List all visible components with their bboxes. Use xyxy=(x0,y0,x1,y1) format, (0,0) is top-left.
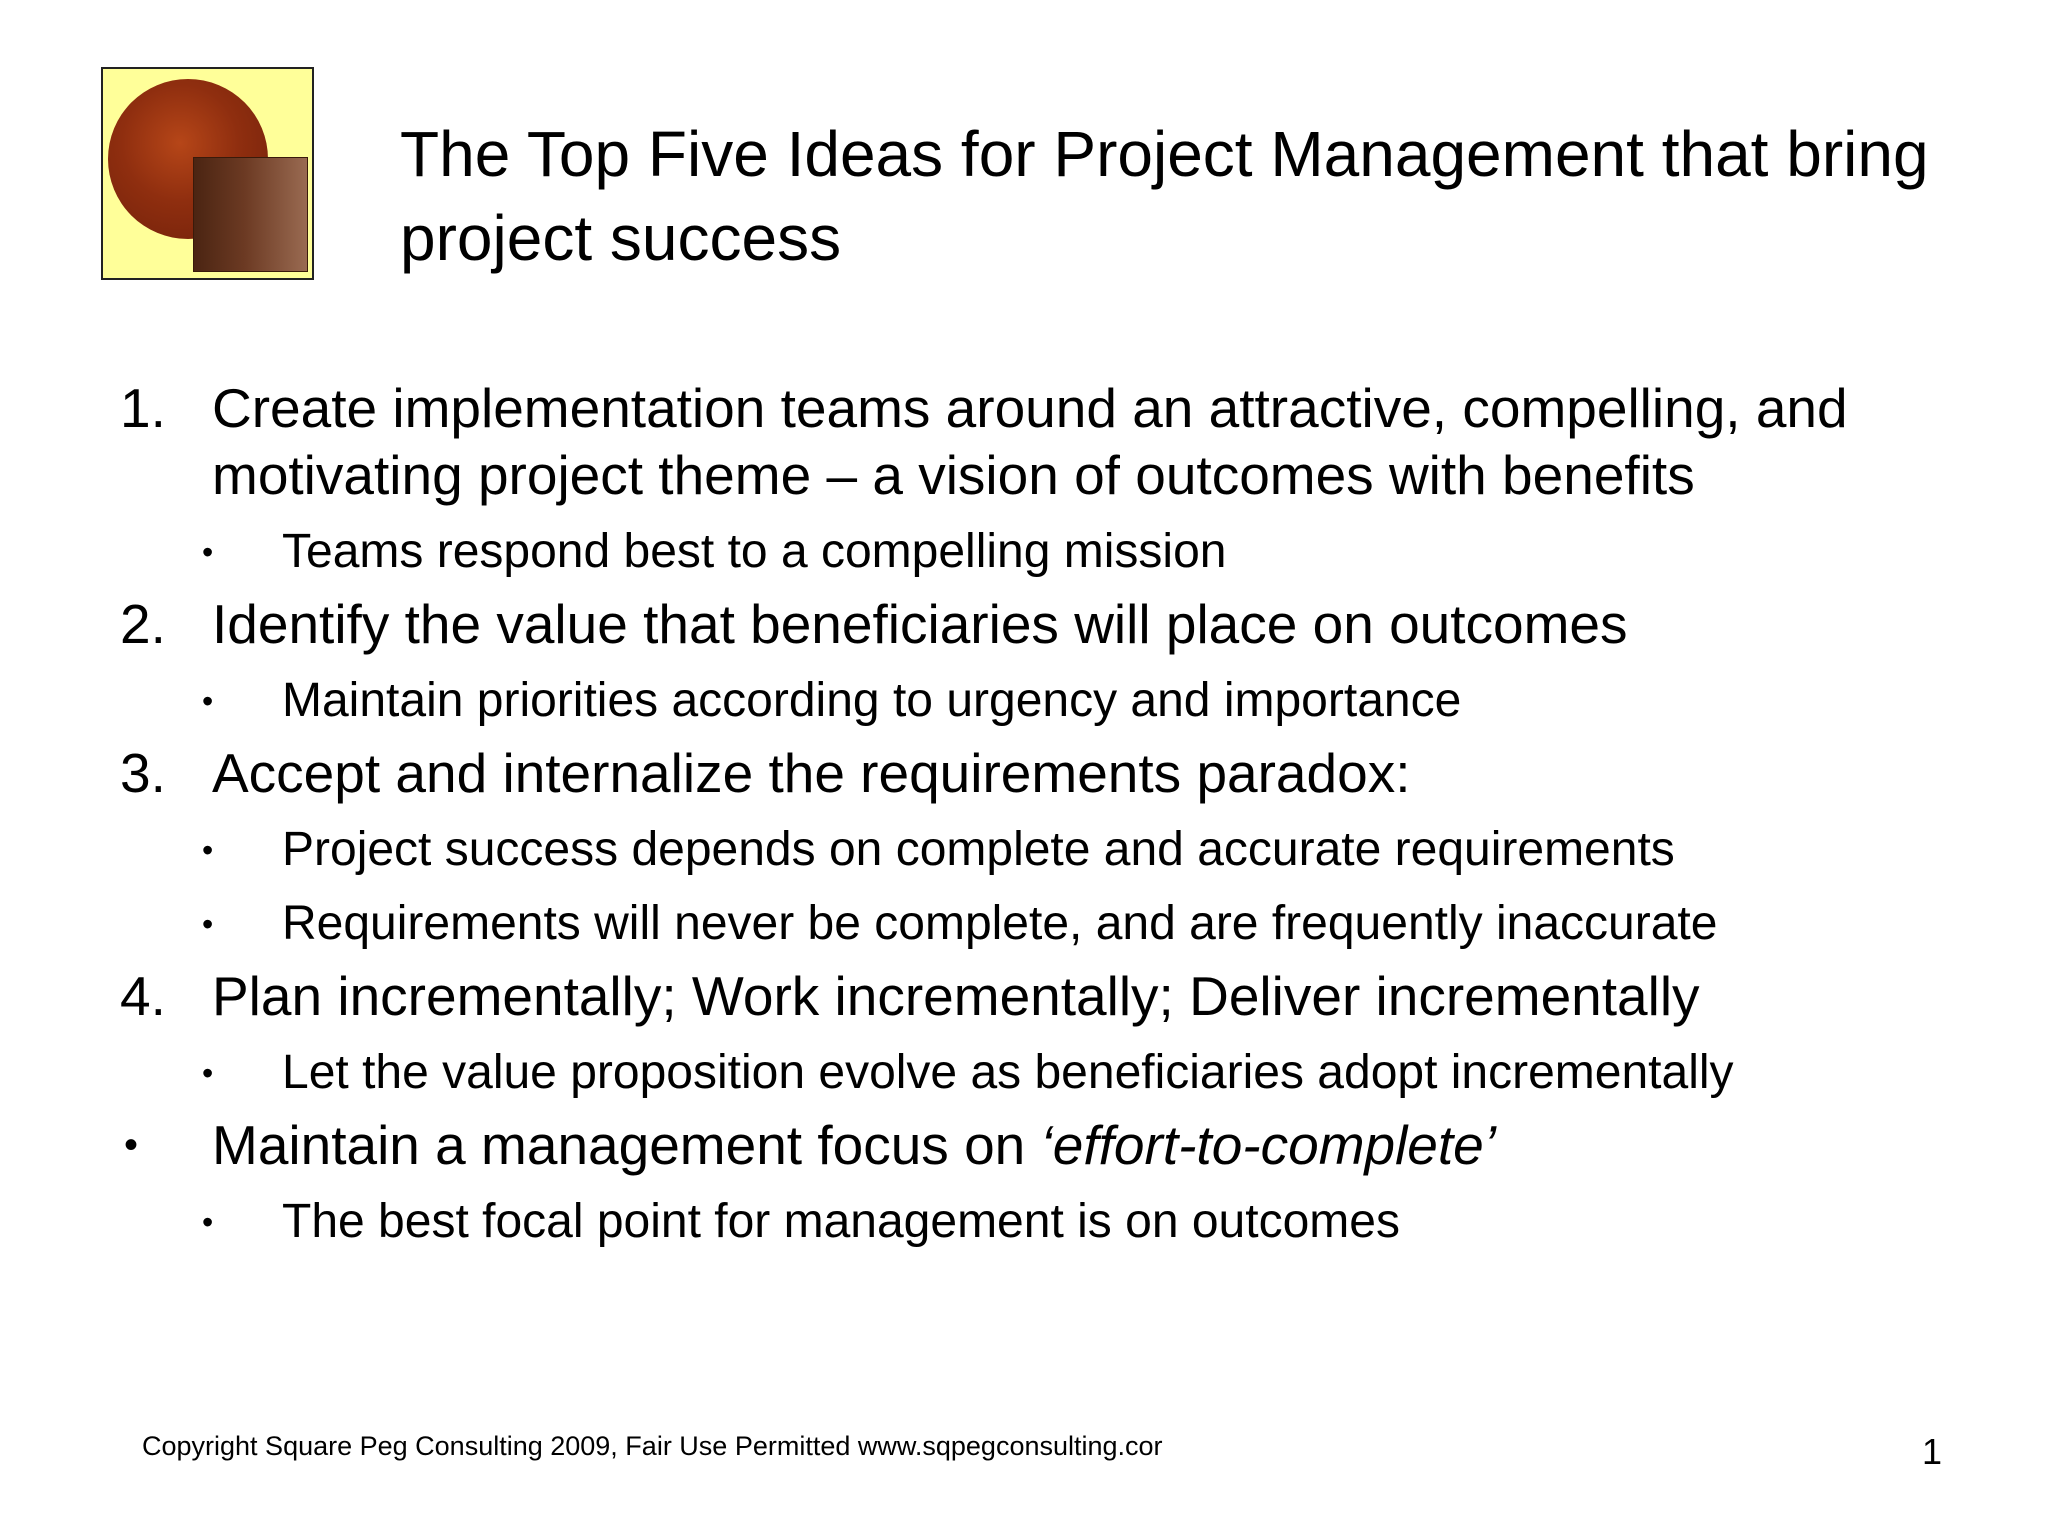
list-number: 2. xyxy=(120,593,166,655)
list-number: 4. xyxy=(120,965,166,1027)
list-item xyxy=(120,1112,1920,1179)
sub-bullet xyxy=(120,666,1920,736)
logo-square xyxy=(193,157,308,272)
list-item-text: Plan incrementally; Work incrementally; Deliver incrementally xyxy=(212,965,1700,1027)
sub-bullet-text: Teams respond best to a compelling mission xyxy=(282,525,1227,578)
list-item xyxy=(120,963,1920,1030)
bullet-icon: • xyxy=(202,683,214,719)
logo-image xyxy=(101,67,314,280)
list-item-text: Identify the value that beneficiaries will place on outcomes xyxy=(212,593,1628,655)
list-number: 1. xyxy=(120,377,166,439)
sub-bullet-text: Maintain priorities according to urgency and importance xyxy=(282,674,1462,727)
bullet-list xyxy=(120,375,1920,1261)
sub-bullet xyxy=(120,815,1920,885)
sub-bullet-text: Project success depends on complete and accurate requirements xyxy=(282,823,1675,876)
list-item-text-emphasis: ‘effort-to-complete’ xyxy=(1040,1114,1496,1176)
bullet-icon: • xyxy=(202,1055,214,1091)
sub-bullet xyxy=(120,1038,1920,1108)
list-item-text: Accept and internalize the requirements paradox: xyxy=(212,742,1411,804)
list-item-text: Create implementation teams around an attractive, compelling, and motivating project theme – a vision of outcomes with benefits xyxy=(212,377,1848,506)
slide-title: The Top Five Ideas for Project Management that bring project success xyxy=(400,118,1929,274)
bullet-icon: • xyxy=(202,832,214,868)
sub-bullet-text: Let the value proposition evolve as beneficiaries adopt incrementally xyxy=(282,1046,1734,1099)
sub-bullet-text: Requirements will never be complete, and are frequently inaccurate xyxy=(282,897,1718,950)
copyright-footer: Copyright Square Peg Consulting 2009, Fair Use Permitted www.sqpegconsulting.cor xyxy=(142,1431,1163,1461)
bullet-icon: • xyxy=(202,906,214,942)
page-number: 1 xyxy=(1922,1431,1943,1472)
list-item xyxy=(120,591,1920,658)
list-item-text xyxy=(212,1114,1496,1176)
list-number: 3. xyxy=(120,742,166,804)
sub-bullet xyxy=(120,517,1920,587)
bullet-icon: • xyxy=(202,1204,214,1240)
bullet-icon: • xyxy=(202,534,214,570)
bullet-icon: • xyxy=(124,1123,139,1167)
list-item xyxy=(120,375,1920,509)
sub-bullet xyxy=(120,889,1920,959)
sub-bullet xyxy=(120,1187,1920,1257)
list-item-text-plain: Maintain a management focus on xyxy=(212,1114,1041,1176)
list-item xyxy=(120,740,1920,807)
sub-bullet-text: The best focal point for management is on outcomes xyxy=(282,1195,1400,1248)
